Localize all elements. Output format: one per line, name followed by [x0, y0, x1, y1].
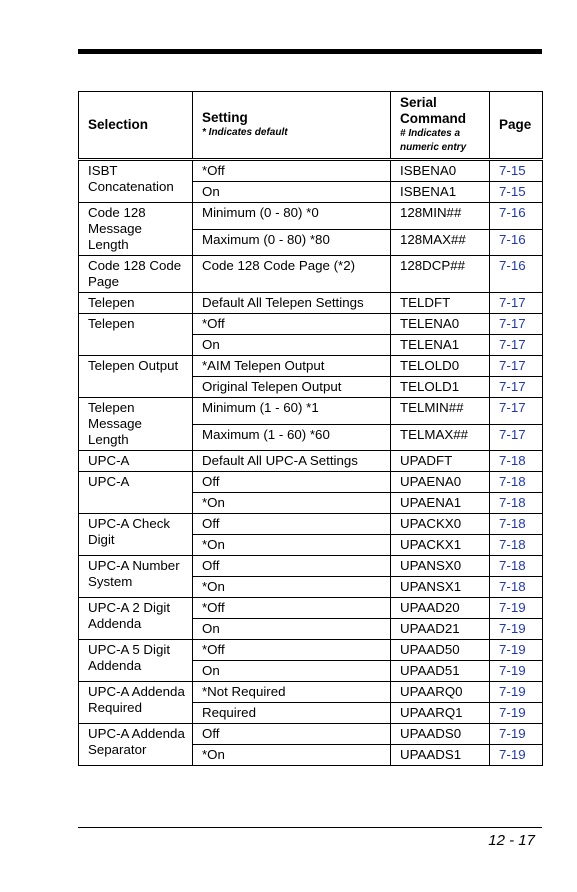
selection-cell: UPC-A 2 Digit Addenda — [79, 598, 193, 640]
setting-cell: Minimum (0 - 80) *0 — [193, 203, 391, 230]
command-cell: UPAENA0 — [391, 472, 490, 493]
selection-cell: Telepen Message Length — [79, 398, 193, 451]
setting-cell: Default All Telepen Settings — [193, 293, 391, 314]
command-cell: TELMIN## — [391, 398, 490, 425]
page-link[interactable]: 7-18 — [490, 451, 543, 472]
page-link[interactable]: 7-18 — [490, 577, 543, 598]
page-link[interactable]: 7-17 — [490, 356, 543, 377]
table-row — [79, 640, 543, 661]
page-link[interactable]: 7-18 — [490, 472, 543, 493]
page-link[interactable]: 7-18 — [490, 493, 543, 514]
table-row — [79, 256, 543, 293]
selection-cell: Code 128 Message Length — [79, 203, 193, 256]
command-cell: TELMAX## — [391, 424, 490, 451]
table-row — [79, 514, 543, 535]
command-cell: UPAADS1 — [391, 745, 490, 766]
selection-cell: Telepen — [79, 293, 193, 314]
command-cell: UPAAD20 — [391, 598, 490, 619]
command-cell: ISBENA1 — [391, 182, 490, 203]
selection-cell: UPC-A — [79, 472, 193, 514]
setting-cell: Off — [193, 472, 391, 493]
page-link[interactable]: 7-17 — [490, 293, 543, 314]
selection-cell: UPC-A Number System — [79, 556, 193, 598]
page-link[interactable]: 7-15 — [490, 160, 543, 182]
page-link[interactable]: 7-17 — [490, 335, 543, 356]
setting-cell: Minimum (1 - 60) *1 — [193, 398, 391, 425]
page-number: 12 - 17 — [488, 832, 535, 849]
page-link[interactable]: 7-16 — [490, 256, 543, 293]
setting-cell: *Not Required — [193, 682, 391, 703]
command-cell: ISBENA0 — [391, 160, 490, 182]
footer-rule — [78, 827, 542, 828]
selection-cell: Telepen — [79, 314, 193, 356]
setting-cell: Maximum (0 - 80) *80 — [193, 229, 391, 256]
page-link[interactable]: 7-17 — [490, 314, 543, 335]
top-rule — [78, 49, 542, 54]
page-link[interactable]: 7-19 — [490, 640, 543, 661]
setting-cell: *On — [193, 577, 391, 598]
header-serial-note: # Indicates a numeric entry — [400, 128, 467, 153]
setting-cell: Off — [193, 556, 391, 577]
page-link[interactable]: 7-17 — [490, 377, 543, 398]
header-page: Page — [490, 92, 543, 160]
header-setting-note: * Indicates default — [202, 127, 288, 138]
command-cell: TELDFT — [391, 293, 490, 314]
command-cell: UPANSX1 — [391, 577, 490, 598]
setting-cell: On — [193, 182, 391, 203]
selection-cell: ISBT Concatenation — [79, 160, 193, 203]
setting-cell: *Off — [193, 598, 391, 619]
command-cell: UPACKX1 — [391, 535, 490, 556]
page-link[interactable]: 7-19 — [490, 682, 543, 703]
command-cell: TELOLD1 — [391, 377, 490, 398]
setting-cell: Off — [193, 514, 391, 535]
table-row — [79, 598, 543, 619]
table-row — [79, 398, 543, 425]
setting-cell: Default All UPC-A Settings — [193, 451, 391, 472]
table-header-row — [79, 92, 543, 160]
setting-cell: On — [193, 619, 391, 640]
page-link[interactable]: 7-19 — [490, 661, 543, 682]
page-link[interactable]: 7-18 — [490, 535, 543, 556]
selection-cell: UPC-A Check Digit — [79, 514, 193, 556]
command-cell: UPAADS0 — [391, 724, 490, 745]
command-cell: UPAAD51 — [391, 661, 490, 682]
page-link[interactable]: 7-17 — [490, 398, 543, 425]
setting-cell: *Off — [193, 314, 391, 335]
table-body — [79, 160, 543, 766]
setting-cell: Maximum (1 - 60) *60 — [193, 424, 391, 451]
setting-cell: Code 128 Code Page (*2) — [193, 256, 391, 293]
command-cell: UPAAD50 — [391, 640, 490, 661]
header-setting: Setting * Indicates default — [193, 92, 391, 160]
table-row — [79, 160, 543, 182]
page-link[interactable]: 7-15 — [490, 182, 543, 203]
setting-cell: *Off — [193, 160, 391, 182]
command-cell: 128MIN## — [391, 203, 490, 230]
setting-cell: *On — [193, 493, 391, 514]
command-cell: UPAARQ1 — [391, 703, 490, 724]
selection-cell: UPC-A Addenda Required — [79, 682, 193, 724]
table-row — [79, 472, 543, 493]
setting-cell: *On — [193, 535, 391, 556]
command-cell: 128MAX## — [391, 229, 490, 256]
command-cell: UPANSX0 — [391, 556, 490, 577]
table-row — [79, 203, 543, 230]
table-row — [79, 556, 543, 577]
command-cell: UPAENA1 — [391, 493, 490, 514]
page-link[interactable]: 7-19 — [490, 619, 543, 640]
page-link[interactable]: 7-19 — [490, 724, 543, 745]
command-cell: UPADFT — [391, 451, 490, 472]
settings-table — [78, 91, 543, 766]
command-cell: TELENA0 — [391, 314, 490, 335]
command-cell: UPACKX0 — [391, 514, 490, 535]
table-row — [79, 314, 543, 335]
table-row — [79, 356, 543, 377]
setting-cell: *On — [193, 745, 391, 766]
page-link[interactable]: 7-16 — [490, 203, 543, 230]
setting-cell: *AIM Telepen Output — [193, 356, 391, 377]
command-cell: 128DCP## — [391, 256, 490, 293]
page-link[interactable]: 7-19 — [490, 745, 543, 766]
command-cell: UPAAD21 — [391, 619, 490, 640]
table-row — [79, 451, 543, 472]
selection-cell: UPC-A Addenda Separator — [79, 724, 193, 766]
setting-cell: Original Telepen Output — [193, 377, 391, 398]
table-row — [79, 293, 543, 314]
selection-cell: Telepen Output — [79, 356, 193, 398]
table-row — [79, 682, 543, 703]
page-link[interactable]: 7-16 — [490, 229, 543, 256]
selection-cell: UPC-A 5 Digit Addenda — [79, 640, 193, 682]
page-link[interactable]: 7-19 — [490, 598, 543, 619]
selection-cell: UPC-A — [79, 451, 193, 472]
setting-cell: On — [193, 661, 391, 682]
page-link[interactable]: 7-18 — [490, 514, 543, 535]
command-cell: UPAARQ0 — [391, 682, 490, 703]
header-serial-command: Serial Command # Indicates a numeric entry — [391, 92, 490, 160]
selection-cell: Code 128 Code Page — [79, 256, 193, 293]
setting-cell: *Off — [193, 640, 391, 661]
command-cell: TELENA1 — [391, 335, 490, 356]
page-link[interactable]: 7-19 — [490, 703, 543, 724]
command-cell: TELOLD0 — [391, 356, 490, 377]
setting-cell: On — [193, 335, 391, 356]
setting-cell: Off — [193, 724, 391, 745]
setting-cell: Required — [193, 703, 391, 724]
table-row — [79, 724, 543, 745]
page-link[interactable]: 7-18 — [490, 556, 543, 577]
header-selection: Selection — [79, 92, 193, 160]
page-link[interactable]: 7-17 — [490, 424, 543, 451]
